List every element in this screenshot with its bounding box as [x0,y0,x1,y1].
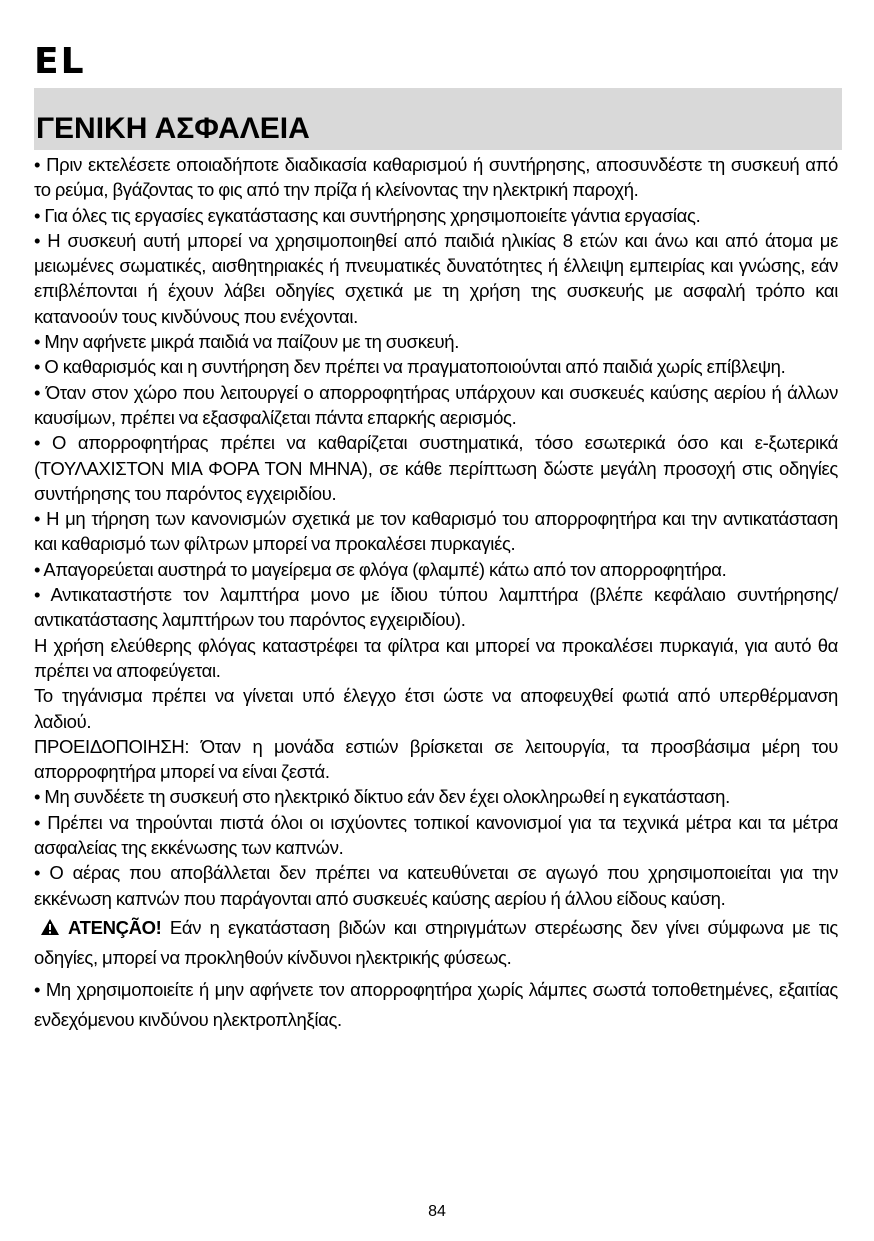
warning-paragraph [34,913,838,973]
paragraph: ΠΡΟΕΙΔΟΠΟΙΗΣΗ: Όταν η μονάδα εστιών βρίσκεται σε λειτουργία, τα προσβάσιμα μέρη του απορροφητήρα μπορεί να είναι ζεστά. [34,735,838,783]
page-number: 84 [428,1203,446,1220]
paragraph: • Μην αφήνετε μικρά παιδιά να παίζουν με τη συσκευή. [34,331,459,353]
paragraph: • Πριν εκτελέσετε οποιαδήποτε διαδικασία καθαρισμού ή συντήρησης, αποσυνδέστε τη συσκευή από το ρεύμα, βγάζοντας το φις από την πρίζα ή κλείνοντας την ηλεκτρική παροχή. [34,154,838,201]
section-title: ΓΕΝΙΚΗ ΑΣΦΑΛΕΙΑ [36,112,310,145]
final-paragraph: • Μη χρησιμοποιείτε ή μην αφήνετε τον απορροφητήρα χωρίς λάμπες σωστά τοποθετημένες, εξαιτίας ενδεχόμενου κινδύνου ηλεκτροπληξίας. [34,978,838,1030]
safety-instructions [34,152,838,1035]
paragraph: • Για όλες τις εργασίες εγκατάστασης και συντήρησης χρησιμοποιείτε γάντια εργασίας. [34,204,701,226]
language-code: EL [34,41,86,82]
paragraph: • Η συσκευή αυτή μπορεί να χρησιμοποιηθεί από παιδιά ηλικίας 8 ετών και άνω και από άτομα με μειωμένες σωματικές, αισθητηριακές ή πνευματικές δυνατότητες ή έλλειψη εμπειρίας και γνώσης, εάν επιβλέπονται ή έχουν λάβει οδηγίες σχετικά με τη χρήση της συσκευής με ασφαλή τρόπο και κατανοούν τους κινδύνους που ενέχονται. [34,229,838,327]
warning-label: ATENÇÃO! [68,916,162,938]
paragraph: • Όταν στον χώρο που λειτουργεί ο απορροφητήρας υπάρχουν και συσκευές καύσης αερίου ή άλλων καυσίμων, πρέπει να εξασφαλίζεται πάντα επαρκής αερισμός. [34,381,838,428]
paragraph: • Η μη τήρηση των κανονισμών σχετικά με τον καθαρισμό του απορροφητήρα και την αντικατάσταση και καθαρισμό των φίλτρων μπορεί να προκαλέσει πυρκαγιές. [34,508,838,555]
paragraph: • Πρέπει να τηρούνται πιστά όλοι οι ισχύοντες τοπικοί κανονισμοί για τα τεχνικά μέτρα και τα μέτρα ασφαλείας της εκκένωσης των καπνών. [34,811,838,859]
paragraph: • Μη συνδέετε τη συσκευή στο ηλεκτρικό δίκτυο εάν δεν έχει ολοκληρωθεί η εγκατάσταση. [34,786,730,808]
paragraph: • Ο αέρας που αποβάλλεται δεν πρέπει να κατευθύνεται σε αγωγό που χρησιμοποιείται για την εκκένωση καπνών που παράγονται από συσκευές καύσης αερίου ή άλλου είδους καύση. [34,862,838,909]
paragraph: Η χρήση ελεύθερης φλόγας καταστρέφει τα φίλτρα και μπορεί να προκαλέσει πυρκαγιά, για αυτό θα πρέπει να αποφεύγεται. [34,634,838,681]
warning-text: Εάν η εγκατάσταση βιδών και στηριγμάτων στερέωσης δεν γίνει σύμφωνα με τις οδηγίες, μπορεί να προκληθούν κίνδυνοι ηλεκτρικής φύσεως. [34,916,838,968]
paragraph: • Ο απορροφητήρας πρέπει να καθαρίζεται συστηματικά, τόσο εσωτερικά όσο και ε-ξωτερικά (ΤΟΥΛΑΧΙΣΤΟΝ ΜΙΑ ΦΟΡΑ ΤΟΝ ΜΗΝΑ), σε κάθε περίπτωση δώστε μεγάλη προσοχή στις οδηγίες συντήρησης του παρόντος εγχειριδίου. [34,432,838,504]
paragraph: • Αντικαταστήστε τον λαμπτήρα μονο με ίδιου τύπου λαμπτήρα (βλέπε κεφάλαιο συντήρησης/αντικατάστασης λαμπτήρων του παρόντος εγχειριδίου). [34,584,838,631]
warning-triangle-icon [40,915,60,933]
paragraph: • Απαγορεύεται αυστηρά το μαγείρεμα σε φλόγα (φλαμπέ) κάτω από τον απορροφητήρα. [34,558,727,580]
section-header-bar [34,88,842,150]
paragraph: Το τηγάνισμα πρέπει να γίνεται υπό έλεγχο έτσι ώστε να αποφευχθεί φωτιά από υπερθέρμανση λαδιού. [34,685,838,732]
paragraph: • Ο καθαρισμός και η συντήρηση δεν πρέπει να πραγματοποιούνται από παιδιά χωρίς επίβλεψη. [34,356,786,378]
